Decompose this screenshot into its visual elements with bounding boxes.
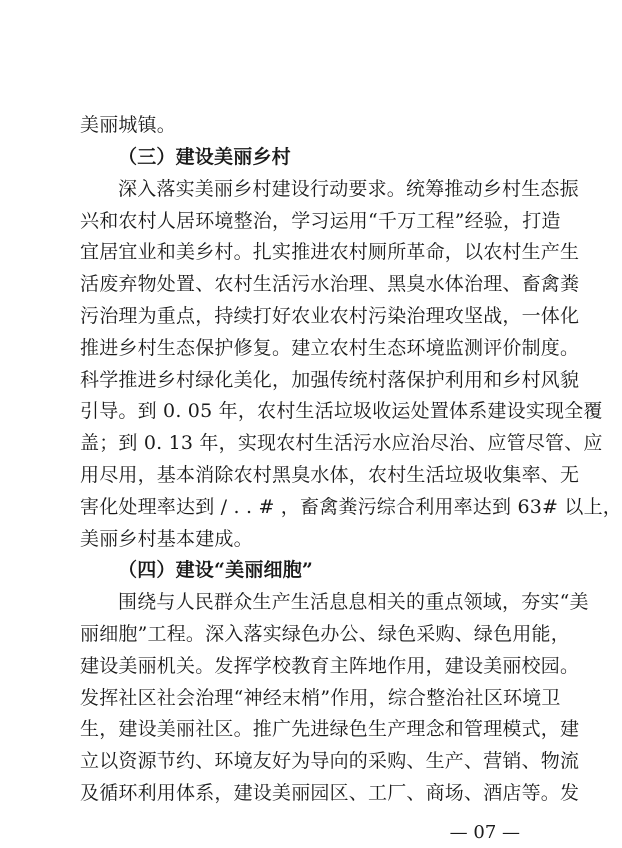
text-line: 科学推进乡村绿化美化，加强传统村落保护利用和乡村风貌 <box>80 369 580 391</box>
text-line: 美丽乡村基本建成。 <box>80 528 253 550</box>
section-heading: （四）建设“美丽细胞” <box>118 559 314 581</box>
text-line: 活废弃物处置、农村生活污水治理、黑臭水体治理、畜禽粪 <box>80 273 580 295</box>
text-line: 用尽用，基本消除农村黑臭水体，农村生活垃圾收集率、无 <box>80 464 580 486</box>
text-line: 兴和农村人居环境整治，学习运用“千万工程”经验，打造 <box>80 210 561 232</box>
paragraph-first-line: 深入落实美丽乡村建设行动要求。统筹推动乡村生态振 <box>118 178 579 200</box>
text-line: 推进乡村生态保护修复。建立农村生态环境监测评价制度。 <box>80 337 580 359</box>
text-line: 建设美丽机关。发挥学校教育主阵地作用，建设美丽校园。 <box>80 655 580 677</box>
text-line: 引导。到 0. 05 年，农村生活垃圾收运处置体系建设实现全覆 <box>80 400 603 422</box>
text-line: 害化处理率达到 / . . # ，畜禽粪污综合利用率达到 63# 以上， <box>80 496 622 518</box>
text-line: 盖；到 0. 13 年，实现农村生活污水应治尽治、应管尽管、应 <box>80 432 603 454</box>
text-line: 发挥社区社会治理“神经末梢”作用，综合整治社区环境卫 <box>80 687 561 709</box>
text-line: 污治理为重点，持续打好农业农村污染治理攻坚战，一体化 <box>80 305 580 327</box>
text-line: 及循环利用体系，建设美丽园区、工厂、商场、酒店等。发 <box>80 782 580 804</box>
page-number: — 07 — <box>449 822 520 843</box>
section-heading: （三）建设美丽乡村 <box>118 146 291 168</box>
text-line: 宜居宜业和美乡村。扎实推进农村厕所革命，以农村生产生 <box>80 241 580 263</box>
text-line: 美丽城镇。 <box>80 114 177 136</box>
text-line: 丽细胞”工程。深入落实绿色办公、绿色采购、绿色用能， <box>80 623 570 645</box>
text-line: 生，建设美丽社区。推广先进绿色生产理念和管理模式，建 <box>80 718 580 740</box>
paragraph-first-line: 围绕与人民群众生产生活息息相关的重点领域，夯实“美 <box>118 591 589 613</box>
text-line: 立以资源节约、环境友好为导向的采购、生产、营销、物流 <box>80 750 580 772</box>
